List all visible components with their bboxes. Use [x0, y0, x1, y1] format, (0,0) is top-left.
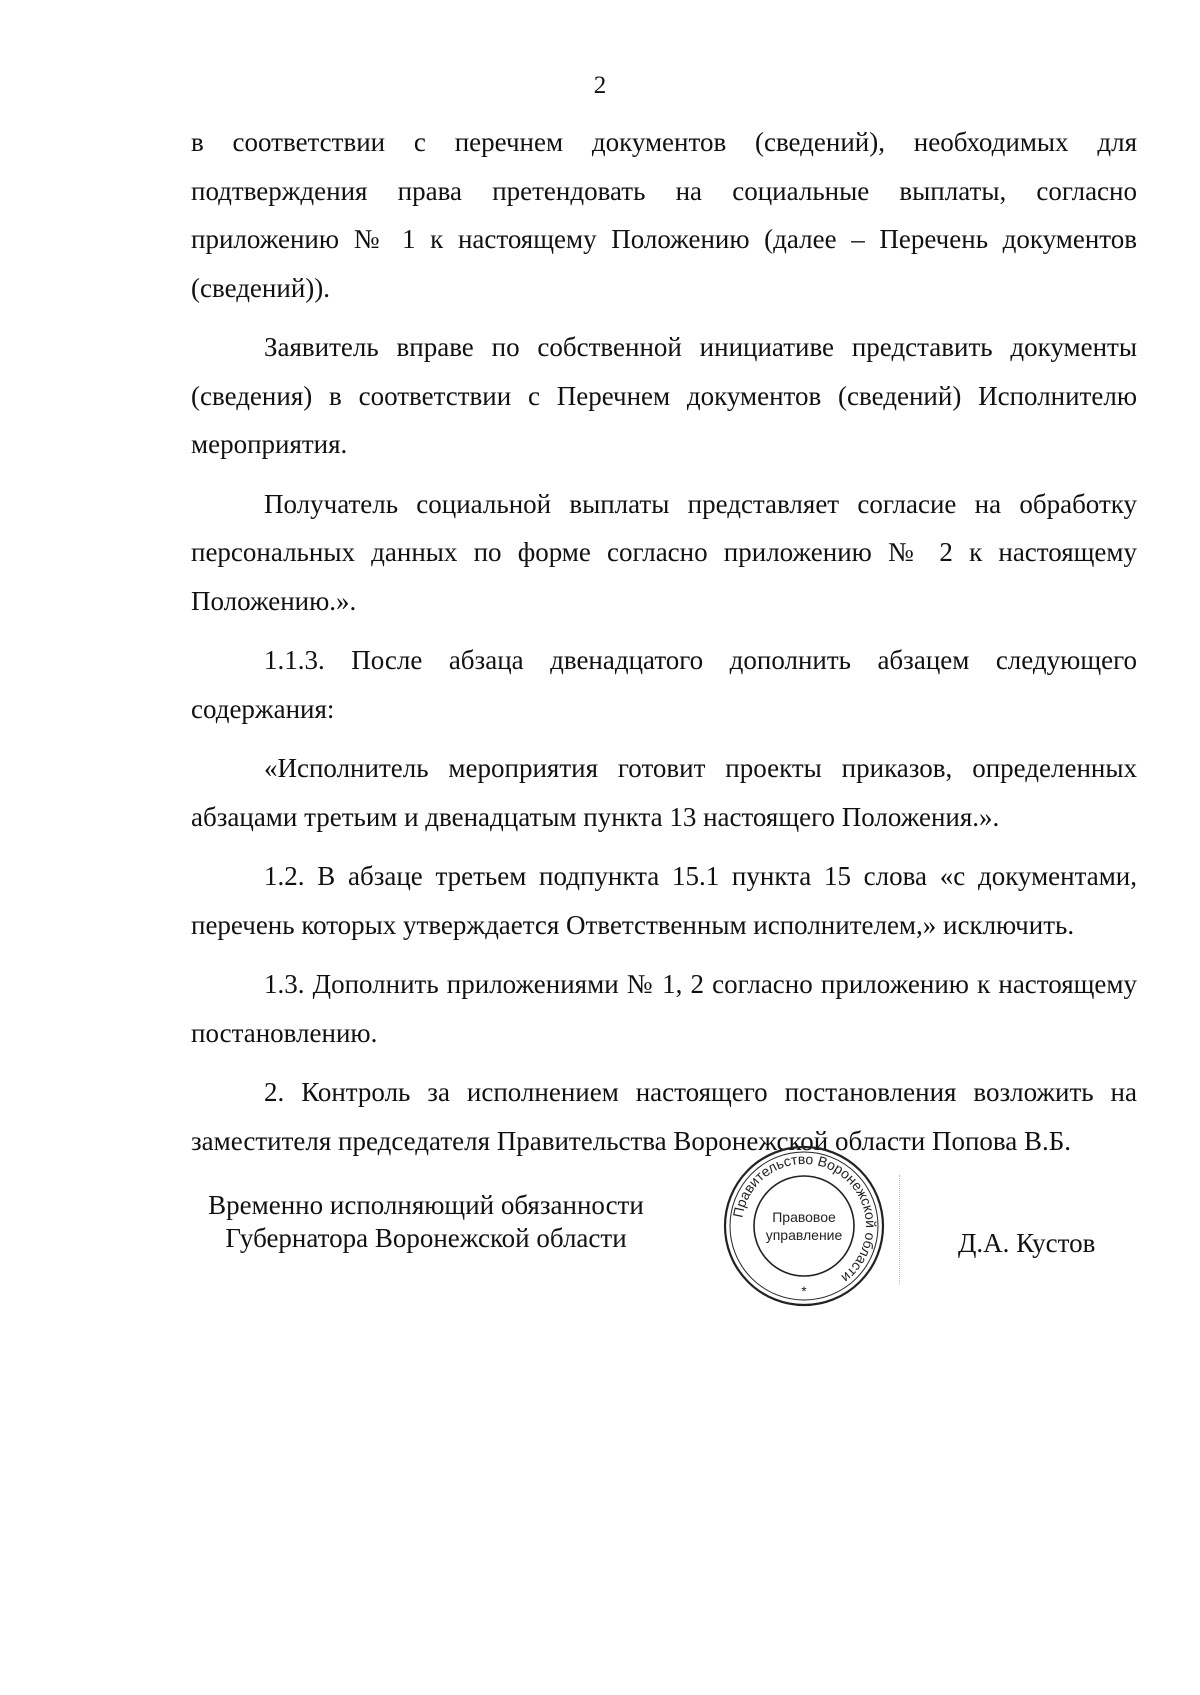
signature-position-line-2: Губернатора Воронежской области — [225, 1223, 627, 1253]
paragraph-3: Получатель социальной выплаты представляет согласие на обработку персональных данных по форме согласно приложению № 2 к настоящему Положению.». — [191, 488, 1137, 616]
stamp-center-ring — [754, 1176, 854, 1276]
stamp-outer-text: Правительство Воронежской области — [729, 1150, 880, 1287]
paragraph-8: 2. Контроль за исполнением настоящего постановления возложить на заместителя председателя Правительства Воронежской области Попова В.Б. — [191, 1077, 1137, 1156]
signature-position-line-1: Временно исполняющий обязанности — [208, 1190, 644, 1220]
paragraph-5: «Исполнитель мероприятия готовит проекты приказов, определенных абзацами третьим и двенадцатым пункта 13 настоящего Положения.». — [191, 753, 1137, 832]
stamp-star: * — [801, 1283, 807, 1299]
official-stamp — [722, 1144, 886, 1308]
stamp-outer-ring — [725, 1147, 883, 1305]
decorative-dotted-line — [899, 1175, 901, 1285]
signature-position — [191, 1189, 661, 1255]
paragraph-7: 1.3. Дополнить приложениями № 1, 2 согласно приложению к настоящему постановлению. — [191, 969, 1137, 1048]
page-number: 2 — [593, 72, 607, 99]
paragraph-4: 1.1.3. После абзаца двенадцатого дополнить абзацем следующего содержания: — [191, 645, 1137, 724]
paragraph-2: Заявитель вправе по собственной инициативе представить документы (сведения) в соответствии с Перечнем документов (сведений) Исполнителю мероприятия. — [191, 332, 1137, 459]
body-text — [191, 118, 1137, 1165]
signer-name: Д.А. Кустов — [958, 1228, 1096, 1258]
stamp-center-line-1: Правовое — [772, 1209, 836, 1225]
paragraph-1: в соответствии с перечнем документов (сведений), необходимых для подтверждения права претендовать на социальные выплаты, согласно приложению № 1 к настоящему Положению (далее – Перечень документов (сведений)). — [191, 127, 1137, 303]
stamp-center-line-2: управление — [765, 1227, 843, 1243]
paragraph-6: 1.2. В абзаце третьем подпункта 15.1 пункта 15 слова «с документами, перечень которых утверждается Ответственным исполнителем,» исключить. — [191, 861, 1137, 940]
